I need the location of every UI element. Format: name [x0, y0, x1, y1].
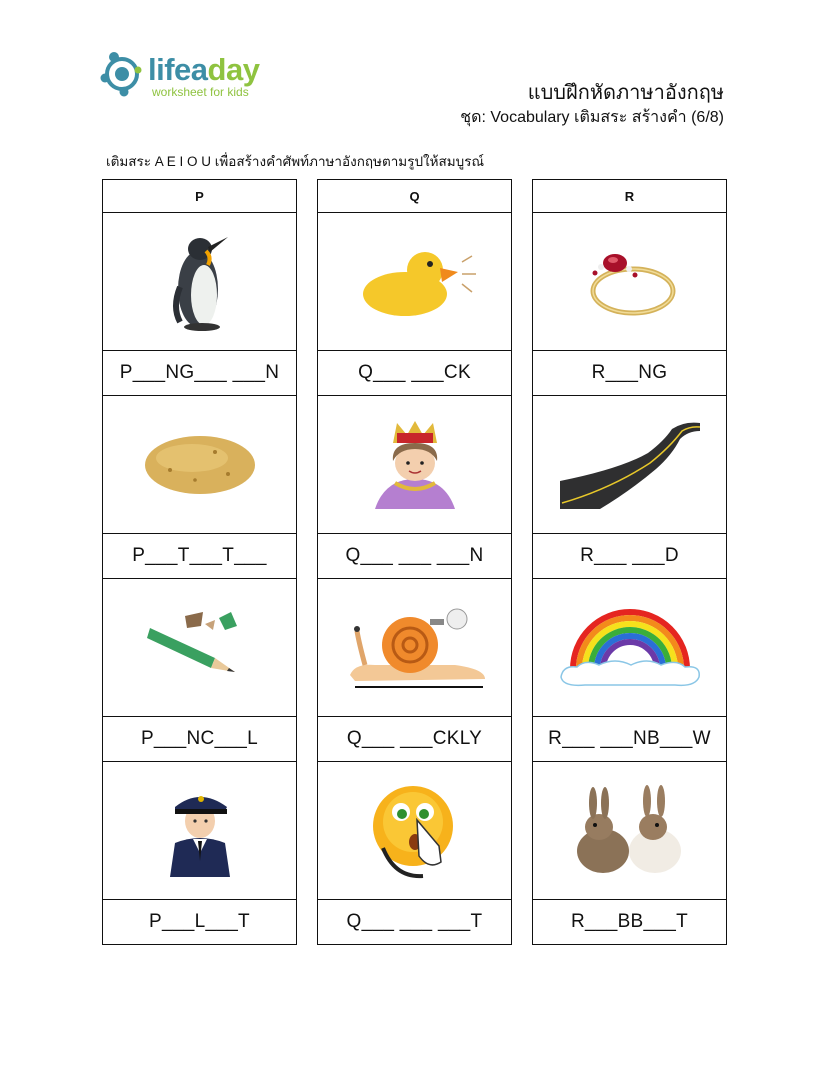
instruction-text: เติมสระ A E I O U เพื่อสร้างคำศัพท์ภาษาอังกฤษตามรูปให้สมบูรณ์: [106, 154, 484, 169]
word-blank: P___L___T: [149, 911, 250, 932]
potato-picture: [103, 396, 296, 534]
word-blank: R___NG: [533, 351, 726, 396]
pilot-picture: [103, 762, 296, 900]
road-picture: [533, 396, 726, 534]
word-blank: R___ ___D: [533, 534, 726, 579]
word-blank: Q___ ___ ___N: [318, 534, 511, 579]
column-r: [532, 179, 727, 945]
word-blank: Q___ ___CKLY: [318, 717, 511, 762]
queen-picture: [318, 396, 511, 534]
quiet-emoji-picture: [318, 762, 511, 900]
column-header: R: [533, 180, 726, 213]
page-subtitle: ชุด: Vocabulary เติมสระ สร้างคำ (6/8): [460, 109, 724, 126]
rainbow-picture: [533, 579, 726, 717]
word-blank: Q___ ___CK: [318, 351, 511, 396]
pencil-picture: [103, 579, 296, 717]
logo: [100, 48, 290, 104]
logo-tagline: worksheet for kids: [152, 85, 249, 99]
word-blank: R___ ___NB___W: [533, 717, 726, 762]
word-blank: P___NG___ ___N: [103, 351, 296, 396]
rabbits-picture: [533, 762, 726, 900]
column-header: Q: [318, 180, 511, 213]
word-blank: P___NC___L: [103, 717, 296, 762]
column-p: [102, 179, 297, 945]
word-blank: R___BB___T: [570, 911, 689, 932]
page-title: แบบฝึกหัดภาษาอังกฤษ: [527, 82, 724, 104]
snail-picture: [318, 579, 511, 717]
column-q: [317, 179, 512, 945]
duck-picture: [318, 213, 511, 351]
ring-picture: [533, 213, 726, 351]
column-header: P: [103, 180, 296, 213]
word-blank: P___T___T___: [103, 534, 296, 579]
word-blank: Q___ ___ ___T: [346, 911, 483, 932]
penguin-picture: [103, 213, 296, 351]
logo-icon: [100, 48, 148, 104]
logo-wordmark: lifeaday: [148, 52, 260, 87]
